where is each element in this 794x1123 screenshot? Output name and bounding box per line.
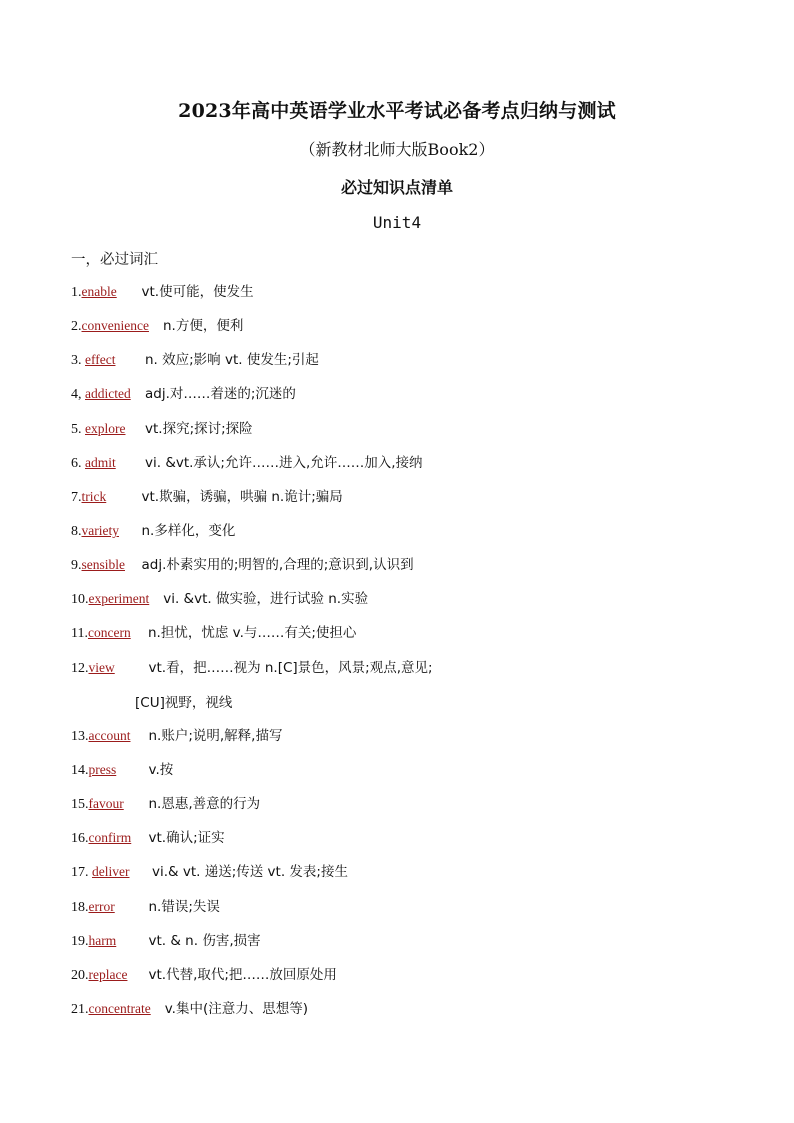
vocab-meaning: n.多样化，变化 [141,522,236,539]
vocab-item [71,897,751,931]
vocab-word: favour [88,796,124,812]
section-heading: 必过知识点清单 [340,178,453,197]
vocab-meaning: adj.朴素实用的;明智的,合理的;意识到,认识到 [141,557,414,574]
vocab-number: 4, [71,387,85,403]
vocab-word: confirm [88,830,132,846]
vocab-word: addicted [85,386,131,402]
vocab-word: explore [85,420,126,436]
vocab-word: press [88,761,117,777]
vocab-item [71,794,751,828]
vocab-word: admit [85,454,116,470]
vocab-number: 6. [71,455,85,471]
vocab-number: 20. [71,967,89,983]
vocab-item [71,316,751,350]
vocab-word: convenience [81,318,149,334]
vocab-item [71,350,751,384]
vocab-item [71,623,751,657]
vocab-word: view [88,659,115,675]
vocab-word: sensible [81,557,125,573]
vocab-word: concern [87,625,131,641]
vocab-word: account [88,727,131,743]
vocab-word: effect [85,352,116,368]
vocab-number: 13. [71,728,89,744]
vocab-word: variety [81,522,119,538]
vocab-item [71,862,751,896]
vocab-number: 12. [71,660,89,676]
vocab-word: enable [81,284,117,299]
vocab-item [71,384,751,418]
vocab-meaning: adj.对……着迷的;沉迷的 [145,386,296,403]
vocab-meaning: vt.代替,取代;把……放回原处用 [148,966,337,983]
document-subtitle: （新教材北师大版Book2） [299,140,495,159]
vocab-number: 11. [71,626,88,642]
vocab-item [71,658,751,726]
vocab-number: 2. [71,319,82,335]
vocab-item [71,931,751,965]
vocab-item [71,555,751,589]
vocab-meaning: vi. &vt. 做实验，进行试验 n.实验 [163,591,369,608]
vocab-meaning: vt.确认;证实 [148,830,225,847]
vocab-meaning: n.账户;说明,解释,描写 [148,727,283,744]
vocab-meaning: v.集中(注意力、思想等) [164,1000,308,1017]
vocab-number: 9. [71,558,82,574]
vocab-item [71,419,751,453]
vocab-item [71,828,751,862]
vocab-number: 8. [71,523,82,539]
vocab-meaning: vi.& vt. 递送;传送 vt. 发表;接生 [152,864,348,881]
vocab-word: harm [88,932,117,948]
vocab-number: 14. [71,762,89,778]
vocab-item [71,726,751,760]
vocab-word: error [88,898,115,914]
vocab-item [71,999,751,1033]
vocab-meaning: vt.看，把……视为 n.[C]景色，风景;观点,意见; [148,659,433,676]
vocab-word: experiment [88,591,150,607]
vocab-meaning: vt.探究;探讨;探险 [145,420,253,437]
vocab-item [71,282,751,316]
vocab-number: 19. [71,933,89,949]
vocab-meaning: v.按 [148,761,174,778]
vocab-meaning: n.错误;失误 [148,898,220,915]
vocab-meaning: n.方便，便利 [162,318,244,335]
vocab-meaning: vt.使可能，使发生 [141,284,254,300]
vocab-list [71,282,751,1033]
vocab-meaning: n. 效应;影响 vt. 使发生;引起 [145,352,319,369]
vocab-meaning-continuation: [CU]视野，视线 [135,694,233,711]
vocab-meaning: vt.欺骗，诱骗，哄骗 n.诡计;骗局 [141,488,343,505]
vocab-number: 16. [71,831,89,847]
vocab-meaning: vt. & n. 伤害,损害 [148,932,261,949]
vocab-number: 10. [71,592,89,608]
vocab-number: 5. [71,421,85,437]
vocab-number: 3. [71,353,85,369]
vocab-item [71,487,751,521]
vocab-number: 1. [71,285,82,300]
vocab-meaning: n.担忧，忧虑 v.与……有关;使担心 [147,625,357,642]
vocab-word: deliver [92,864,130,880]
vocab-number: 17. [71,865,92,881]
vocab-number: 15. [71,797,89,813]
vocab-number: 18. [71,899,89,915]
vocab-word: trick [81,488,107,504]
vocab-item [71,760,751,794]
unit-label: Unit4 [372,213,422,232]
vocab-item [71,965,751,999]
vocab-word: replace [88,966,128,982]
vocab-item [71,453,751,487]
vocab-word: concentrate [88,1000,151,1016]
part-heading: 一，必过词汇 [71,252,158,268]
vocab-meaning: n.恩惠,善意的行为 [148,796,261,813]
document-title: 2023年高中英语学业水平考试必备考点归纳与测试 [178,100,616,122]
vocab-number: 7. [71,489,82,505]
vocab-item [71,589,751,623]
vocab-number: 21. [71,1001,89,1017]
vocab-item [71,521,751,555]
vocab-meaning: vi. &vt.承认;允许……进入,允许……加入,接纳 [145,454,423,471]
